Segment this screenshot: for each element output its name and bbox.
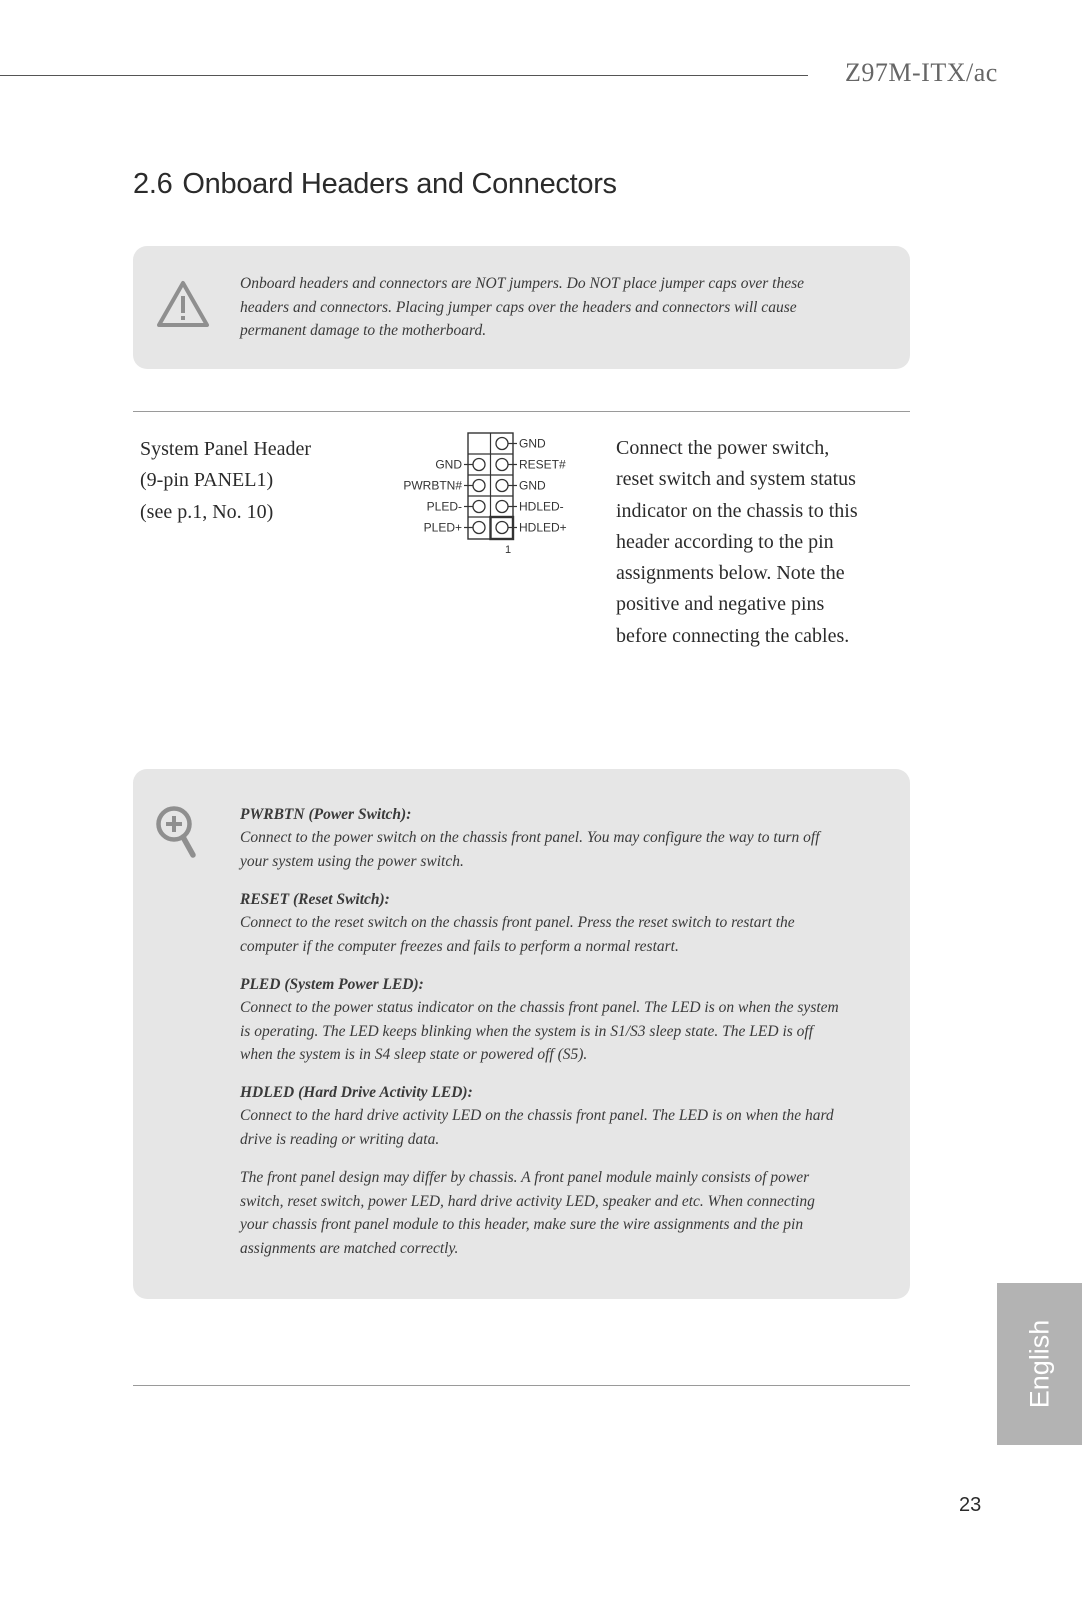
info-body-reset: Connect to the reset switch on the chassis front panel. Press the reset switch to restart the computer if the computer freezes and fails to perform a normal restart. — [240, 914, 795, 955]
info-body-pwrbtn: Connect to the power switch on the chassis front panel. You may configure the way to turn off your system using the power switch. — [240, 829, 820, 870]
info-heading-hdled: HDLED (Hard Drive Activity LED): — [240, 1084, 473, 1101]
header-pins: (9-pin PANEL1) — [140, 469, 274, 491]
header-reference: (see p.1, No. 10) — [140, 501, 274, 523]
pin — [496, 459, 508, 471]
pin — [496, 438, 508, 450]
pin-label-right: HDLED- — [519, 499, 564, 514]
warning-text: Onboard headers and connectors are NOT jumpers. Do NOT place jumper caps over these headers and connectors. Placing jumper caps over the headers and connectors will cause permanent damage to the motherboard. — [240, 275, 804, 339]
pin — [496, 522, 508, 534]
info-heading-pwrbtn: PWRBTN (Power Switch): — [240, 806, 412, 823]
model-name: Z97M-ITX/ac — [845, 58, 998, 87]
info-heading-pled: PLED (System Power LED): — [240, 976, 424, 993]
header-rule — [0, 75, 808, 76]
section-number: 2.6 — [133, 168, 173, 200]
info-note: The front panel design may differ by chassis. A front panel module mainly consists of power switch, reset switch, power LED, hard drive activity LED, speaker and etc. When connecting your chassis front panel module to this header, make sure the wire assignments and the pin assignments are matched correctly. — [240, 1169, 815, 1257]
info-body-hdled: Connect to the hard drive activity LED on the chassis front panel. The LED is on when the hard drive is reading or writing data. — [240, 1107, 834, 1148]
warning-triangle-icon — [156, 280, 210, 328]
pin-label-left: PWRBTN# — [403, 478, 462, 493]
pin-label-right: GND — [519, 436, 546, 451]
header-name: System Panel Header — [140, 438, 312, 460]
pin-label-right: GND — [519, 478, 546, 493]
pin1-label: 1 — [504, 544, 512, 556]
page-number: 23 — [959, 1494, 982, 1516]
language-tab-label: English — [1024, 1319, 1054, 1409]
pin — [473, 501, 485, 513]
pin-diagram — [380, 432, 580, 564]
section-title — [133, 168, 617, 201]
section-heading: Onboard Headers and Connectors — [182, 168, 617, 200]
pin — [473, 522, 485, 534]
pin-label-right: RESET# — [519, 457, 566, 472]
pin — [473, 459, 485, 471]
language-tab[interactable] — [997, 1283, 1082, 1445]
header-description: Connect the power switch, reset switch and system status indicator on the chassis to this header according to the pin assignments below. Note the positive and negative pins before connecting the cables. — [616, 437, 858, 647]
pin-label-left: PLED- — [426, 499, 462, 514]
pin — [473, 480, 485, 492]
pin-label-left: PLED+ — [423, 520, 462, 535]
pin-label-left: GND — [435, 457, 462, 472]
pin-label-right: HDLED+ — [519, 520, 567, 535]
divider — [133, 411, 910, 412]
pin — [496, 501, 508, 513]
divider — [133, 1385, 910, 1386]
pin — [496, 480, 508, 492]
info-heading-reset: RESET (Reset Switch): — [240, 891, 390, 908]
magnifier-plus-icon — [154, 804, 200, 860]
info-body-pled: Connect to the power status indicator on the chassis front panel. The LED is on when the system is operating. The LED keeps blinking when the system is in S1/S3 sleep state. The LED is off when the system is in S4 sleep state or powered off (S5). — [240, 999, 839, 1063]
